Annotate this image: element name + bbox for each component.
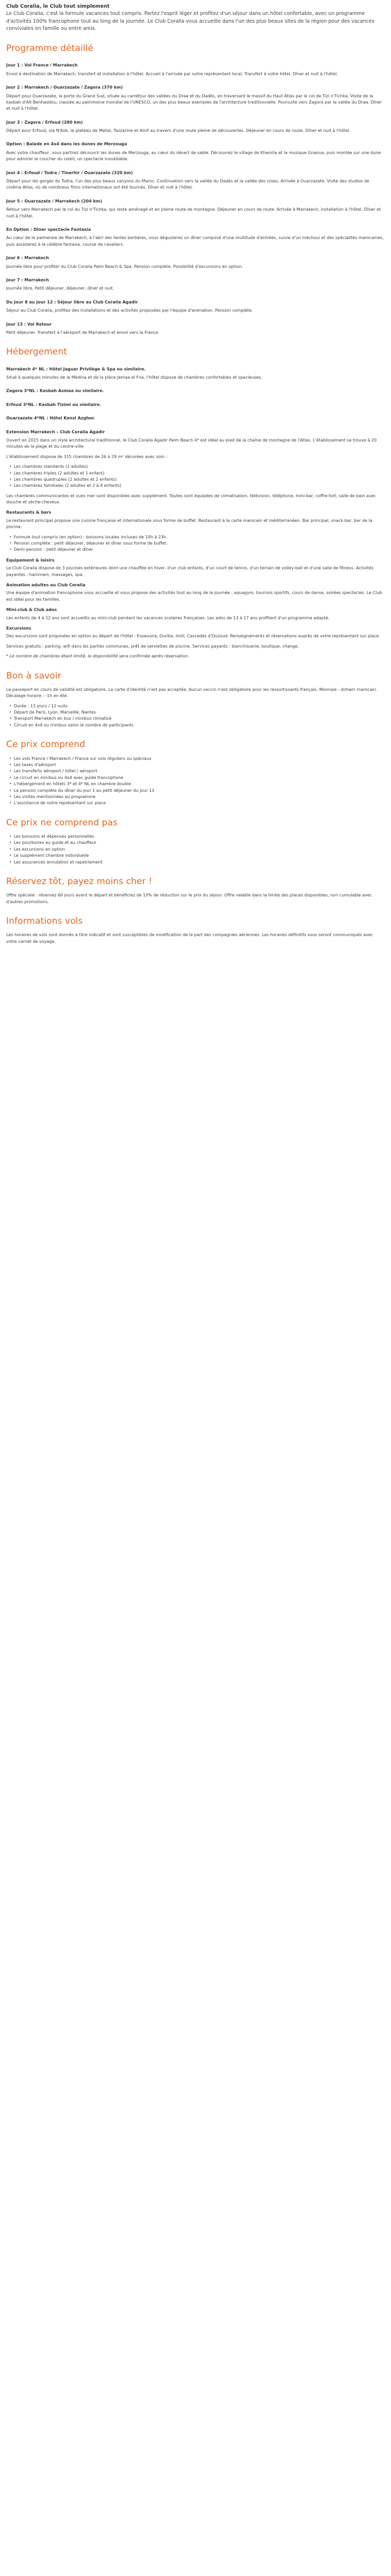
list-item: • Les transferts aéroport / hôtel / aéroport xyxy=(9,768,385,774)
rooms-note: Les chambres communicantes et vues mer sont disponibles avec supplément. Toutes sont équipées de climatisation, télévision, téléphone, mini-bar, coffre-fort, salle de bain avec douche et sèche-cheveux. xyxy=(6,493,377,505)
page xyxy=(0,0,391,961)
equipment-text: Le Club Coralia dispose de 3 piscines extérieures dont une chauffée en hiver, d'un club enfants, d'un court de tennis, d'un terrain de volley-ball et d'une salle de fitness. Activités payantes : hammam, massages, spa. xyxy=(6,566,374,577)
reserve-text: Offre spéciale : réservez 60 jours avant le départ et bénéficiez de 10% de réduction sur le prix du séjour. Offre valable dans la limite des places disponibles, non cumulable avec d'autres promotions. xyxy=(6,893,372,904)
list-item: • Formule tout compris (en option) : boissons locales incluses de 10h à 23h. xyxy=(9,534,385,540)
section-title-bon: Bon à savoir xyxy=(6,670,61,681)
day-text: Départ pour Erfoud, via N'Kob, le plateau de Mellal, Tazzarine et Alnif au travers d'une route pleine de découvertes. Déjeuner en cours de route. Dîner et nuit à l'hôtel. xyxy=(6,128,351,133)
hotel-name: Erfoud 3*NL : Kasbah Tizimi ou similaire. xyxy=(6,402,102,407)
list-item: • Les boissons et dépenses personnelles xyxy=(9,834,385,840)
extension-text: Ouvert en 2015 dans un style architectural traditionnel, le Club Coralia Agadir Palm Beach 4* est idéal au pied de la chaîne de montagne de l'Atlas. L'établissement se trouve à 20 minutes de la plage et du centre-ville. xyxy=(6,437,377,449)
section-title-price: Ce prix comprend xyxy=(6,739,86,750)
section-title-program: Programme détaillé xyxy=(6,43,93,54)
list-item: • Les taxes d'aéroport xyxy=(9,762,385,768)
list-item: • Demi-pension : petit déjeuner et dîner. xyxy=(9,547,385,553)
intro-title: Club Coralia, le Club tout simplement xyxy=(6,4,110,9)
day-title: Jour 3 : Zagora / Erfoud (280 km) xyxy=(6,120,83,125)
list-item: • Les chambres quadruples (2 adultes et 2 enfants) xyxy=(9,477,385,483)
info-text: Les horaires de vols sont donnés à titre indicatif et sont susceptibles de modification de la part des compagnies aériennes. Les horaires définitifs vous seront communiqués avec votre carnet de voyage. xyxy=(6,933,373,944)
price-list xyxy=(6,756,385,807)
list-item: • Les visites mentionnées au programme xyxy=(9,794,385,800)
services-text: Services gratuits : parking, wifi dans les parties communes, prêt de serviettes de piscine. Services payants : blanchisserie, boutique, change. xyxy=(6,643,299,649)
list-item: • Les excursions en option xyxy=(9,846,385,853)
extension-title: Extension Marrakech – Club Coralia Agadir xyxy=(6,429,105,434)
list-item: • L'assistance de notre représentant sur place xyxy=(9,800,385,806)
hotel-list xyxy=(6,366,385,422)
formula-list xyxy=(6,534,385,553)
list-item: • Les assurances annulation et rapatriement xyxy=(9,859,385,866)
day-title: Option : Balade en 4x4 dans les dunes de Merzouga xyxy=(6,142,127,147)
day-text: Retour vers Marrakech par le col du Tizi n'Tichka, qui reste aménagé et en pleine route de montagne. Déjeuner en cours de route. Arrivée à Marrakech, installation à l'hôtel. Dîner et nuit à l'hôtel. xyxy=(6,207,381,218)
list-item: • Le supplément chambre individuelle xyxy=(9,853,385,859)
list-item: • Les chambres standards (2 adultes) xyxy=(9,464,385,470)
day-text: Avec votre chauffeur, vous partirez découvrir les dunes de Merzouga, au cœur du désert de sable. Découvrez le village de Khamlia et la musique Gnaoua, puis montée sur une dune pour admirer le coucher du soleil, un spectacle inoubliable. xyxy=(6,150,381,162)
list-item: • Transport Marrakech en bus / minibus climatisé xyxy=(9,716,385,722)
program-days xyxy=(6,62,385,336)
day-text: Départ pour les gorges du Todra, l'un des plus beaux canyons du Maroc. Continuation vers la vallée du Dadès et la vallée des roses. Arrivée à Ouarzazate. Visite des studios de cinéma Atlas, où de nombreux films internationaux ont été tournés. Dîner et nuit à l'hôtel. xyxy=(6,179,369,190)
list-item: • Circuit en 4x4 ou minibus selon le nombre de participants xyxy=(9,722,385,728)
list-item: • Les chambres triples (2 adultes et 1 enfant) xyxy=(9,470,385,477)
section-title-reserve: Réservez tôt, payez moins cher ! xyxy=(6,876,152,887)
intro-body: Le Club Coralia, c'est la formule vacances tout compris. Partez l'esprit léger et profitez d'un séjour dans un hôtel confortable, avec un programme d'activités 100% francophone tout au long de la journée. Le Club Coralia vous accueille dans l'un des plus beaux sites de la région pour des vacances conviviales en famille ou entre amis. xyxy=(6,11,374,31)
list-item: • La pension complète du dîner du jour 1 au petit déjeuner du jour 13 xyxy=(9,788,385,794)
day-text: Départ pour Ouarzazate, la porte du Grand Sud, située au carrefour des vallées du Draa et du Dadès, en traversant le massif du Haut Atlas par le col de Tizi n'Tichka. Visite de la kasbah d'Aït Benhaddou, classée au patrimoine mondial de l'UNESCO, un des plus beaux exemples de l'architecture traditionnelle. Poursuite vers Zagora par la vallée du Draa. Dîner et nuit à l'hôtel. xyxy=(6,93,382,111)
day-text: Au cœur de la palmeraie de Marrakech, à l'abri des tentes berbères, vous dégusterez un dîner composé d'une multitude d'entrées, suivie d'un méchoui et des spécialités marocaines, puis assisterez à la célèbre fantasia, course de cavaliers. xyxy=(6,235,384,247)
day-text: Séjour au Club Coralia, profitez des installations et des activités proposées par l'équipe d'animation. Pension complète. xyxy=(6,308,253,313)
animation-text: Une équipe d'animation francophone vous accueille et vous propose des activités tout au long de la journée : aquagym, tournois sportifs, cours de danse, soirées spectacles. Le Club est idéal pour les familles. xyxy=(6,590,382,602)
day-title: Jour 2 : Marrakech / Ouarzazate / Zagora (370 km) xyxy=(6,85,123,90)
day-text: Petit déjeuner. Transfert à l'aéroport de Marrakech et envol vers la France. xyxy=(6,330,160,335)
day-text: Journée libre. Petit déjeuner, déjeuner, dîner et nuit. xyxy=(6,286,115,291)
list-item: • Les vols France / Marrakech / France sur vols réguliers ou spéciaux xyxy=(9,756,385,762)
section-title-hotels: Hébergement xyxy=(6,347,67,358)
excursions-title: Excursions xyxy=(6,625,31,631)
equipment-title: Équipement & loisirs xyxy=(6,557,55,563)
day-title: Jour 7 : Marrakech xyxy=(6,277,49,282)
list-item: • Les pourboires au guide et au chauffeur xyxy=(9,840,385,846)
animation-title: Animation adultes au Club Coralia xyxy=(6,583,86,587)
list-item: • Les chambres familiales (2 adultes et 2 à 4 enfants) xyxy=(9,483,385,489)
day-title: Jour 13 : Vol Retour xyxy=(6,321,52,327)
list-item: • Durée : 13 jours / 12 nuits xyxy=(9,703,385,709)
day-text: Journée libre pour profiter du Club Coralia Palm Beach & Spa. Pension complète. Possibilité d'excursions en option. xyxy=(6,264,243,269)
list-item: • L'hébergement en hôtels 3* et 4* NL en chambre double xyxy=(9,781,385,787)
list-item: • Départ de Paris, Lyon, Marseille, Nantes xyxy=(9,709,385,716)
day-text: Envol à destination de Marrakech, transfert et installation à l'hôtel. Accueil à l'arrivée par notre représentant local. Transfert à votre hôtel. Dîner et nuit à l'hôtel. xyxy=(6,71,338,76)
list-item: • Le circuit en minibus ou 4x4 avec guide francophone xyxy=(9,775,385,781)
restaurant-title: Restaurants & bars xyxy=(6,510,52,515)
day-title: Jour 4 : Erfoud / Todra / Tinerhir / Ouarzazate (320 km) xyxy=(6,170,133,175)
list-item: • Pension complète : petit déjeuner, déjeuner et dîner sous forme de buffet. xyxy=(9,540,385,547)
day-title: Du Jour 8 au Jour 12 : Séjour libre au Club Coralia Agadir xyxy=(6,299,138,304)
day-title: Jour 6 : Marrakech xyxy=(6,256,49,261)
bon-list xyxy=(6,703,385,729)
hotel-text: Situé à quelques minutes de la Médina et de la place Jemaa el Fna, l'hôtel dispose de chambres confortables et spacieuses. xyxy=(6,375,263,380)
hotel-name: Ouarzazate 4*NL : Hôtel Kenzi Azghor. xyxy=(6,416,95,421)
intro-text xyxy=(6,3,385,32)
bon-text: Le passeport en cours de validité est obligatoire. La carte d'identité n'est pas acceptée. Aucun vaccin n'est obligatoire pour les ressortissants français. Monnaie : dirham marocain. Décalage horaire : -1h en été. xyxy=(6,687,378,699)
section-title-info: Informations vols xyxy=(6,916,83,927)
day-title: En Option : Dîner spectacle Fantasia xyxy=(6,227,91,232)
noprice-list xyxy=(6,834,385,866)
hotel-name: Zagora 3*NL : Kasbah Asmaa ou similaire. xyxy=(6,388,104,394)
kids-title: Mini-club & Club ados xyxy=(6,607,57,613)
day-title: Jour 1 : Vol France / Marrakech xyxy=(6,63,78,68)
restaurant-text: Le restaurant principal propose une cuisine française et internationale sous forme de buffet. Restaurant à la carte marocain et méditerranéen. Bar principal, snack-bar, bar de la piscine. xyxy=(6,518,372,530)
kids-text: Les enfants de 4 à 12 ans sont accueillis au mini-club pendant les vacances scolaires françaises. Les ados de 13 à 17 ans profitent d'un programme adapté. xyxy=(6,615,330,620)
rooms-list xyxy=(6,464,385,489)
rooms-title: L'établissement dispose de 315 chambres de 26 à 29 m² décorées avec soin : xyxy=(6,454,168,459)
section-title-noprice: Ce prix ne comprend pas xyxy=(6,817,118,828)
hotel-name: Marrakech 4* NL : Hôtel Jaguar Privilège & Spa ou similaire. xyxy=(6,366,146,371)
excursions-text: Des excursions sont proposées en option au départ de l'hôtel : Essaouira, Ourika, Imlil, Cascades d'Ouzoud. Renseignements et réservations auprès de votre représentant sur place. xyxy=(6,634,380,639)
day-title: Jour 5 : Ouarzazate / Marrakech (204 km) xyxy=(6,198,102,204)
note-text: * Le nombre de chambres étant limité, la disponibilité sera confirmée après réservation. xyxy=(6,654,189,659)
